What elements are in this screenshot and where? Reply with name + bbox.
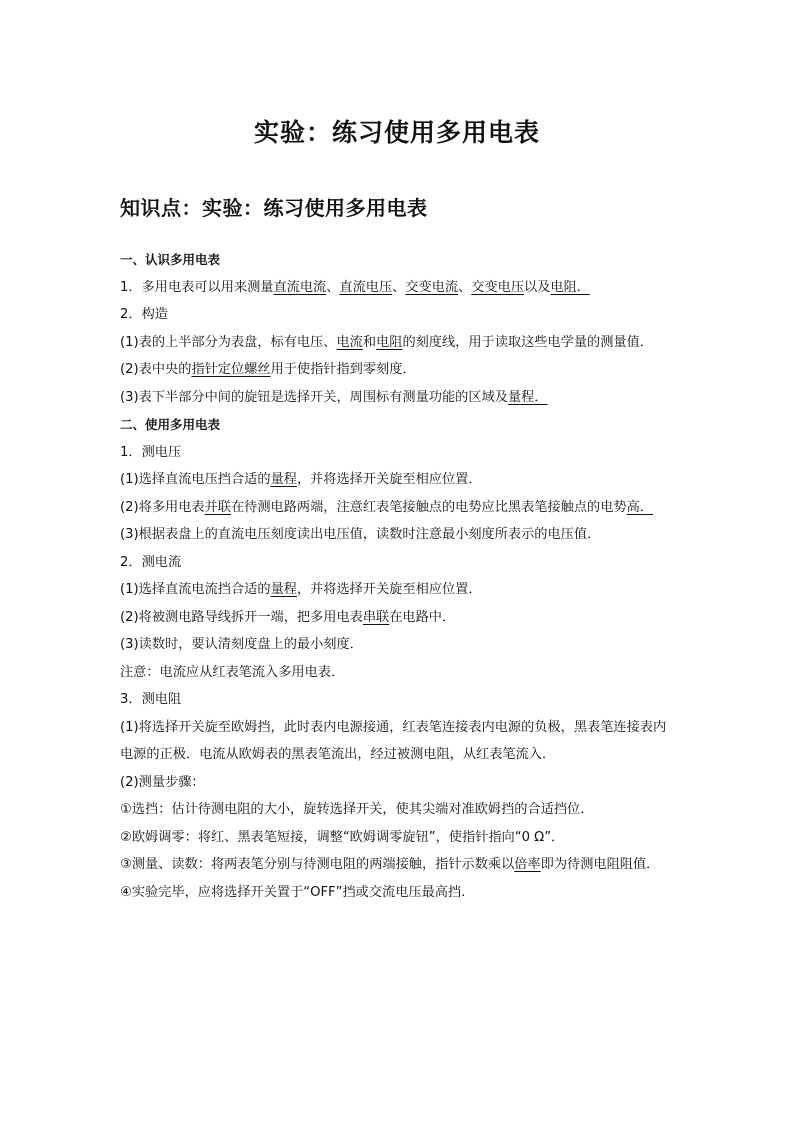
paragraph-voltage-2: [120, 494, 676, 522]
heading-know-meter: 一、认识多用电表: [120, 252, 221, 267]
text: 、: [458, 279, 472, 295]
underlined-term: 量程．: [507, 389, 548, 405]
text: 和: [362, 334, 377, 350]
underlined-term: 电流: [336, 334, 363, 350]
text: 在待测电路两端，注意红表笔接触点的电势应比黑表笔接触点的电势: [231, 499, 627, 515]
text: 用于使指针指到零刻度．: [270, 362, 416, 377]
heading-use-meter: 二、使用多用电表: [120, 417, 221, 432]
underlined-term: 电阻．: [550, 279, 590, 295]
text: 以及: [524, 279, 551, 295]
underlined-term: 高．: [626, 499, 653, 515]
paragraph-current-note: 注意：电流应从红表笔流入多用电表．: [120, 664, 345, 680]
text: (1)选择直流电压挡合适的: [120, 472, 271, 487]
paragraph-voltage-1: [120, 466, 676, 494]
text: (1)选择直流电流挡合适的: [120, 582, 271, 597]
underlined-term: 量程: [270, 582, 297, 597]
text: 、: [326, 279, 340, 295]
text: 1．多用电表可以用来测量: [120, 279, 274, 295]
paragraph-structure-title: 2．构造: [120, 307, 168, 322]
paragraph-uses: [120, 274, 676, 302]
text: (2)表中央的: [120, 362, 192, 377]
text: (1)表的上半部分为表盘，标有电压、: [120, 334, 337, 350]
text: ，并将选择开关旋至相应位置．: [296, 472, 482, 487]
paragraph-step-finish: ④实验完毕，应将选择开关置于“OFF”挡或交流电压最高挡.: [120, 884, 466, 900]
text: 在电路中．: [389, 609, 456, 625]
text: (2)将多用电表: [120, 499, 205, 515]
text: ③测量、读数：将两表笔分别与待测电阻的两端接触，指针示数乘以: [120, 857, 515, 872]
paragraph-current-title: 2．测电流: [120, 554, 182, 570]
paragraph-voltage-3: (3)根据表盘上的直流电压刻度读出电压值，读数时注意最小刻度所表示的电压值．: [120, 527, 601, 542]
text: ，并将选择开关旋至相应位置．: [296, 582, 482, 597]
text: 的刻度线，用于读取这些电学量的测量值．: [402, 334, 653, 350]
underlined-term: 直流电压: [339, 279, 393, 295]
paragraph-current-3: (3)读数时，要认清刻度盘上的最小刻度．: [120, 637, 363, 652]
paragraph-step-measure: [120, 851, 676, 879]
paragraph-current-2: [120, 604, 676, 632]
text: (3)表下半部分中间的旋钮是选择开关，周围标有测量功能的区域及: [120, 389, 508, 405]
paragraph-resistance-1: (1)将选择开关旋至欧姆挡，此时表内电源接通，红表笔连接表内电源的负极，黑表笔连接表内电源的正极．电流从欧姆表的黑表笔流出，经过被测电阻，从红表笔流入．: [120, 719, 667, 762]
underlined-term: 并联: [204, 499, 231, 515]
paragraph-zero-screw: [120, 356, 676, 384]
paragraph-step-select: ①选挡：估计待测电阻的大小，旋转选择开关，使其尖端对准欧姆挡的合适挡位．: [120, 802, 594, 817]
underlined-term: 交变电流: [405, 279, 459, 295]
paragraph-voltage-title: 1．测电压: [120, 444, 182, 460]
paragraph-resistance-title: 3．测电阻: [120, 692, 182, 707]
underlined-term: 电阻: [376, 334, 403, 350]
paragraph-selector: [120, 384, 676, 412]
underlined-term: 倍率: [514, 857, 541, 872]
text: 、: [392, 279, 406, 295]
underlined-term: 串联: [362, 609, 390, 625]
paragraph-step-zero: ②欧姆调零：将红、黑表笔短接，调整“欧姆调零旋钮”，使指针指向“0 Ω”．: [120, 829, 565, 845]
document-body: [120, 246, 676, 906]
text: (2)将被测电路导线拆开一端，把多用电表: [120, 609, 363, 625]
underlined-term: 交变电压: [471, 279, 525, 295]
page-title: 实验：练习使用多用电表: [253, 118, 540, 147]
section-title: 知识点：实验：练习使用多用电表: [120, 196, 428, 220]
underlined-term: 指针定位螺丝: [191, 362, 271, 377]
underlined-term: 直流电流: [273, 279, 327, 295]
underlined-term: 量程: [270, 472, 297, 487]
paragraph-current-1: [120, 576, 676, 604]
paragraph-dial: [120, 329, 676, 357]
text: 即为待测电阻阻值．: [540, 857, 660, 872]
paragraph-resistance-steps: (2)测量步骤：: [120, 774, 205, 790]
